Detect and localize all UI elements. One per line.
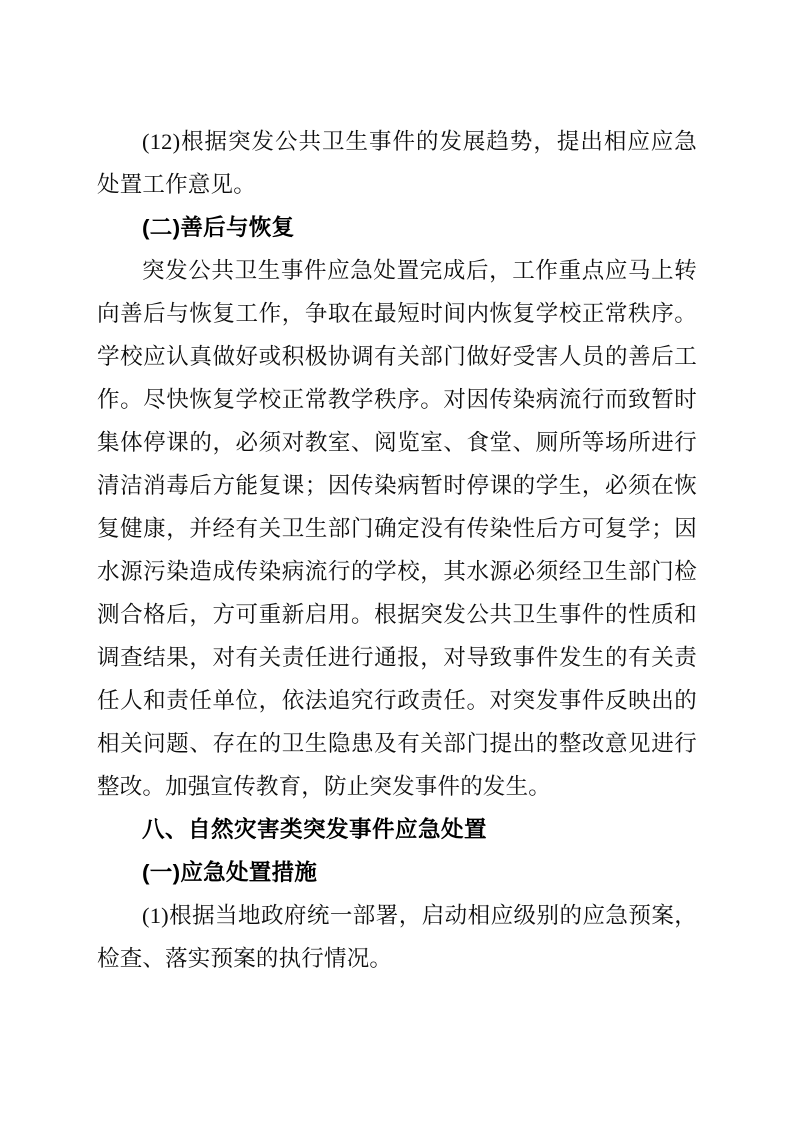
subheading-emergency-measures: (一)应急处置措施 xyxy=(142,860,318,885)
heading-section-eight: 八、自然灾害类突发事件应急处置 xyxy=(142,817,488,842)
paragraph-measure-1: (1)根据当地政府统一部署，启动相应级别的应急预案，检查、落实预案的执行情况。 xyxy=(97,903,697,971)
subheading-aftercare-recovery: (二)善后与恢复 xyxy=(142,215,295,240)
paragraph-item-12: (12)根据突发公共卫生事件的发展趋势，提出相应应急处置工作意见。 xyxy=(97,129,697,197)
paragraph-aftercare-body: 突发公共卫生事件应急处置完成后，工作重点应马上转向善后与恢复工作，争取在最短时间内恢复学校正常秩序。学校应认真做好或积极协调有关部门做好受害人员的善后工作。尽快恢复学校正常教学秩序。对因传染病流行而致暂时集体停课的，必须对教室、阅览室、食堂、厕所等场所进行清洁消毒后方能复课；因传染病暂时停课的学生，必须在恢复健康，并经有关卫生部门确定没有传染性后方可复学；因水源污染造成传染病流行的学校，其水源必须经卫生部门检测合格后，方可重新启用。根据突发公共卫生事件的性质和调查结果，对有关责任进行通报，对导致事件发生的有关责任人和责任单位，依法追究行政责任。对突发事件反映出的相关问题、存在的卫生隐患及有关部门提出的整改意见进行整改。加强宣传教育，防止突发事件的发生。 xyxy=(97,258,697,799)
page-content xyxy=(97,120,697,980)
